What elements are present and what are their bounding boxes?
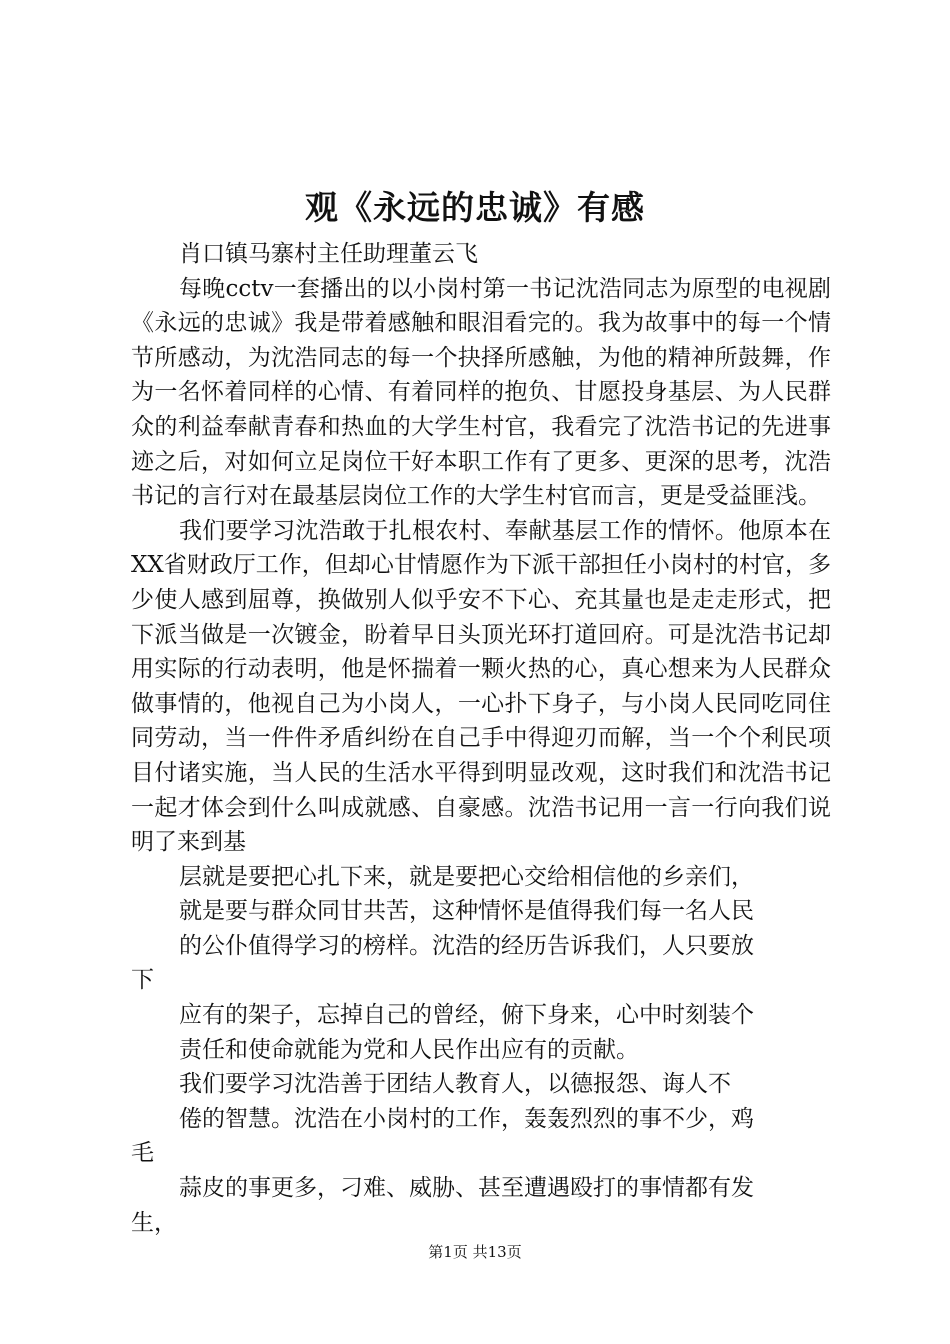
paragraph-1: 每晚cctv一套播出的以小岗村第一书记沈浩同志为原型的电视剧《永远的忠诚》我是带着感触和眼泪看完的。我为故事中的每一个情节所感动，为沈浩同志的每一个抉择所感触，为他的精神所鼓舞，作为一名怀着同样的心情、有着同样的抱负、甘愿投身基层、为人民群众的利益奉献青春和热血的大学生村官，我看完了沈浩书记的先进事迹之后，对如何立足岗位干好本职工作有了更多、更深的思考，沈浩书记的言行对在最基层岗位工作的大学生村官而言，更是受益匪浅。 (131, 275, 831, 510)
text-line: 应有的架子，忘掉自己的曾经，俯下身来，心中时刻装个 (179, 1002, 754, 1029)
author-line: 肖口镇马寨村主任助理董云飞 (179, 241, 478, 267)
text-line: 责任和使命就能为党和人民作出应有的贡献。 (179, 1036, 639, 1063)
document-title: 观《永远的忠诚》有感 (305, 188, 645, 227)
text-line: 的公仆值得学习的榜样。沈浩的经历告诉我们，人只要放 (179, 932, 754, 959)
text-line: 我们要学习沈浩善于团结人教育人，以德报怨、诲人不 (179, 1071, 731, 1098)
text-line: 倦的智慧。沈浩在小岗村的工作，轰轰烈烈的事不少，鸡 (179, 1105, 754, 1132)
document-body (131, 237, 831, 1240)
text-line: 下 (131, 967, 154, 994)
text-line: 生， (131, 1209, 177, 1236)
text-line: 蒜皮的事更多，刁难、威胁、甚至遭遇殴打的事情都有发 (179, 1175, 754, 1202)
page-footer: 第1页 共13页 (428, 1243, 522, 1261)
text-line: 毛 (131, 1140, 154, 1167)
text-line: 层就是要把心扎下来，就是要把心交给相信他的乡亲们， (179, 863, 754, 890)
paragraph-2: 我们要学习沈浩敢于扎根农村、奉献基层工作的情怀。他原本在XX省财政厅工作，但却心甘情愿作为下派干部担任小岗村的村官，多少使人感到屈尊，换做别人似乎安不下心、充其量也是走走形式，把下派当做是一次镀金，盼着早日头顶光环打道回府。可是沈浩书记却用实际的行动表明，他是怀揣着一颗火热的心，真心想来为人民群众做事情的，他视自己为小岗人，一心扑下身子，与小岗人民同吃同住同劳动，当一件件矛盾纠纷在自己手中得迎刃而解，当一个个利民项目付诸实施，当人民的生活水平得到明显改观，这时我们和沈浩书记一起才体会到什么叫成就感、自豪感。沈浩书记用一言一行向我们说明了来到基 (131, 517, 831, 856)
text-line: 就是要与群众同甘共苦，这种情怀是值得我们每一名人民 (179, 898, 754, 925)
